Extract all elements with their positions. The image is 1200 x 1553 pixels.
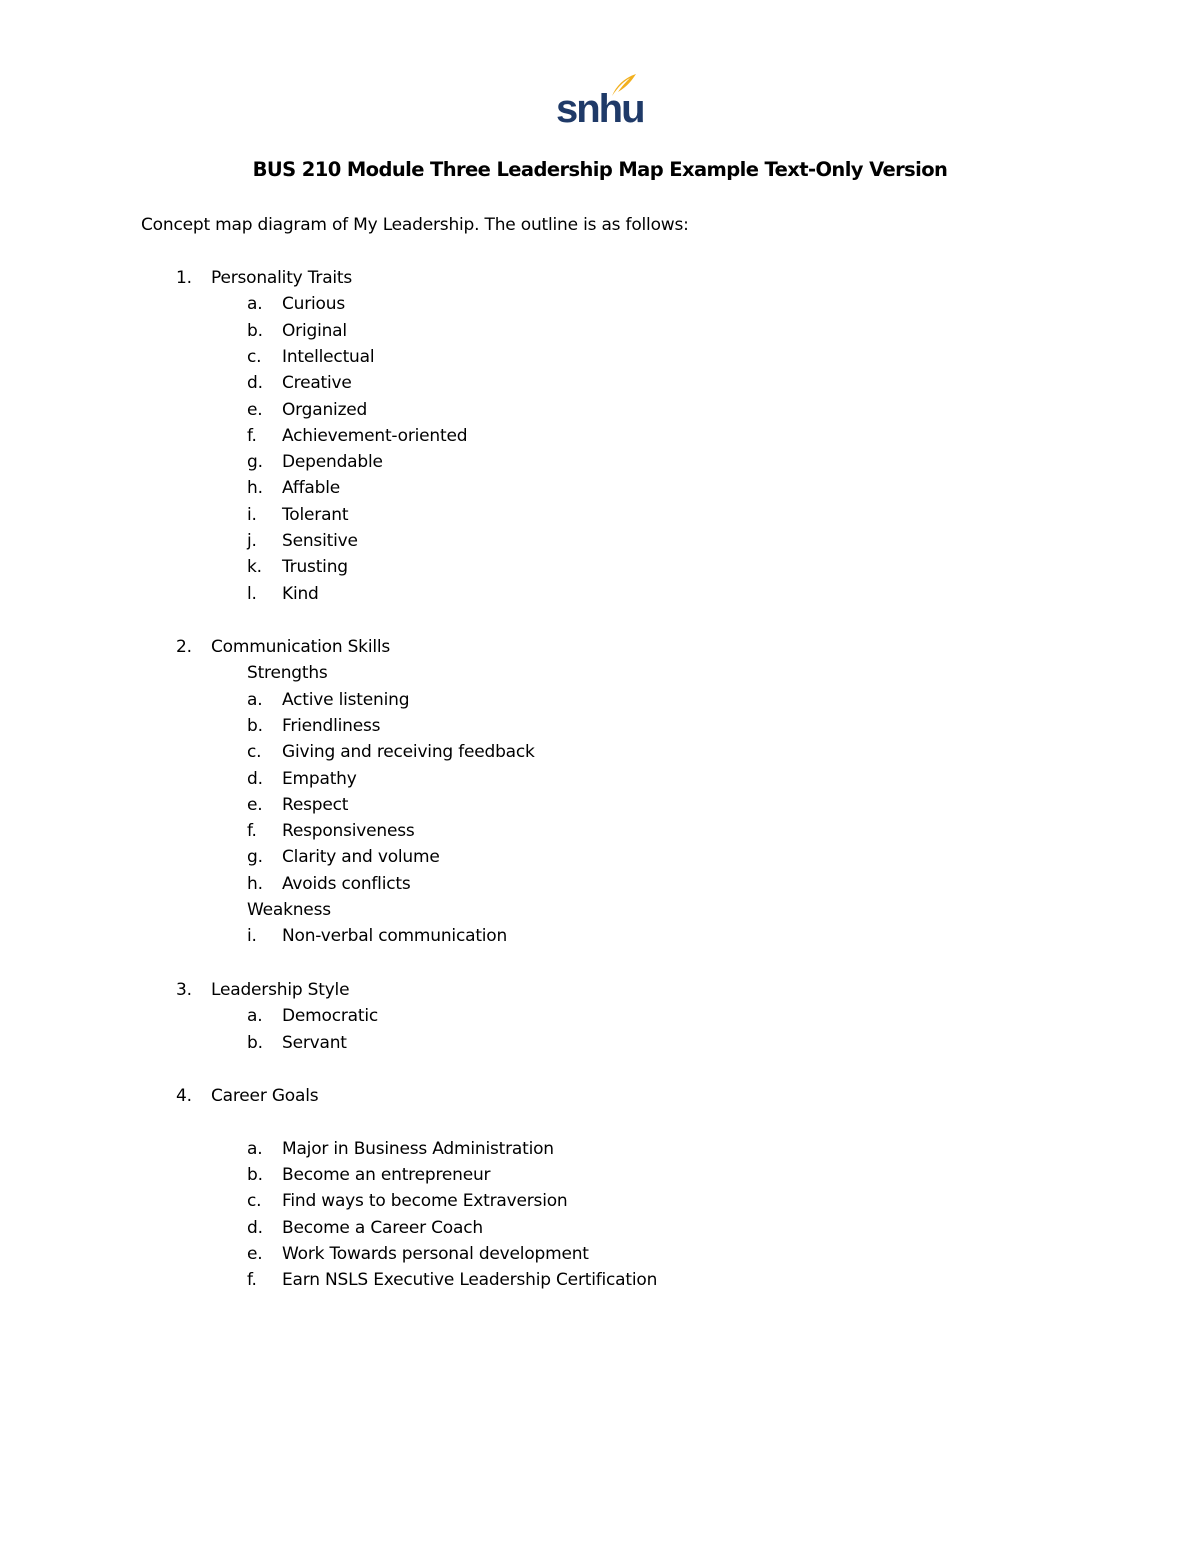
- logo-wordmark: snhu: [556, 87, 644, 131]
- list-item: Clarity and volume: [282, 847, 440, 868]
- section-number: 1.: [176, 268, 192, 288]
- list-item-letter: d.: [247, 1217, 263, 1238]
- list-item: Kind: [282, 583, 319, 604]
- list-item-letter: c.: [247, 346, 262, 367]
- list-item-letter: i.: [247, 926, 257, 947]
- section-number: 2.: [176, 637, 192, 657]
- section-number: 4.: [176, 1086, 192, 1106]
- list-item-letter: l.: [247, 583, 257, 604]
- snhu-logo: [556, 72, 644, 134]
- list-item-letter: b.: [247, 1032, 263, 1053]
- list-item: Friendliness: [282, 715, 381, 736]
- list-item: Democratic: [282, 1006, 378, 1027]
- list-item-letter: b.: [247, 320, 263, 341]
- list-item: Dependable: [282, 452, 383, 473]
- list-item: Become a Career Coach: [282, 1217, 483, 1238]
- list-item-letter: g.: [247, 847, 263, 868]
- list-item: Affable: [282, 478, 340, 499]
- list-item: Responsiveness: [282, 821, 415, 842]
- list-item: Organized: [282, 399, 368, 420]
- list-item: Original: [282, 320, 347, 341]
- intro-text: Concept map diagram of My Leadership. The outline is as follows:: [141, 215, 689, 235]
- list-item: Intellectual: [282, 346, 375, 367]
- list-item-letter: a.: [247, 689, 263, 710]
- list-item-letter: k.: [247, 557, 262, 578]
- list-item: Servant: [282, 1032, 347, 1053]
- list-item: Become an entrepreneur: [282, 1164, 491, 1185]
- list-item-letter: b.: [247, 715, 263, 736]
- list-item-letter: d.: [247, 768, 263, 789]
- list-item: Major in Business Administration: [282, 1138, 554, 1159]
- list-item: Giving and receiving feedback: [282, 742, 535, 763]
- list-item: Achievement-oriented: [282, 425, 468, 446]
- section-heading: Career Goals: [211, 1086, 319, 1106]
- list-item-letter: f.: [247, 425, 257, 446]
- section-number: 3.: [176, 980, 192, 1000]
- list-item-letter: j.: [247, 531, 257, 551]
- list-item-letter: c.: [247, 742, 262, 763]
- list-item-letter: e.: [247, 1243, 263, 1264]
- list-item: Active listening: [282, 689, 410, 710]
- list-item-letter: f.: [247, 1270, 257, 1291]
- list-item-letter: i.: [247, 504, 257, 525]
- page-title: BUS 210 Module Three Leadership Map Example Text-Only Version: [252, 158, 948, 181]
- list-item-letter: f.: [247, 821, 257, 842]
- list-item: Creative: [282, 373, 352, 394]
- list-item: Curious: [282, 294, 345, 315]
- list-item: Empathy: [282, 768, 357, 789]
- list-item: Respect: [282, 794, 349, 815]
- list-item-letter: c.: [247, 1191, 262, 1212]
- list-item: Sensitive: [282, 531, 358, 551]
- list-item: Trusting: [282, 557, 348, 578]
- section-heading: Communication Skills: [211, 637, 391, 657]
- subheading-strengths: Strengths: [247, 663, 328, 684]
- list-item-letter: a.: [247, 1138, 263, 1159]
- list-item-letter: b.: [247, 1164, 263, 1185]
- subheading-weakness: Weakness: [247, 900, 331, 920]
- list-item-letter: a.: [247, 1006, 263, 1027]
- list-item: Work Towards personal development: [282, 1243, 589, 1264]
- list-item-letter: h.: [247, 478, 263, 499]
- list-item: Non-verbal communication: [282, 926, 508, 947]
- section-heading: Personality Traits: [211, 268, 353, 288]
- list-item: Tolerant: [282, 504, 349, 525]
- list-item: Earn NSLS Executive Leadership Certification: [282, 1270, 658, 1291]
- list-item-letter: h.: [247, 873, 263, 894]
- list-item-letter: e.: [247, 399, 263, 420]
- section-heading: Leadership Style: [211, 980, 350, 1000]
- list-item: Find ways to become Extraversion: [282, 1191, 568, 1212]
- list-item-letter: e.: [247, 794, 263, 815]
- list-item: Avoids conflicts: [282, 873, 411, 894]
- list-item-letter: d.: [247, 373, 263, 394]
- list-item-letter: a.: [247, 294, 263, 315]
- list-item-letter: g.: [247, 452, 263, 473]
